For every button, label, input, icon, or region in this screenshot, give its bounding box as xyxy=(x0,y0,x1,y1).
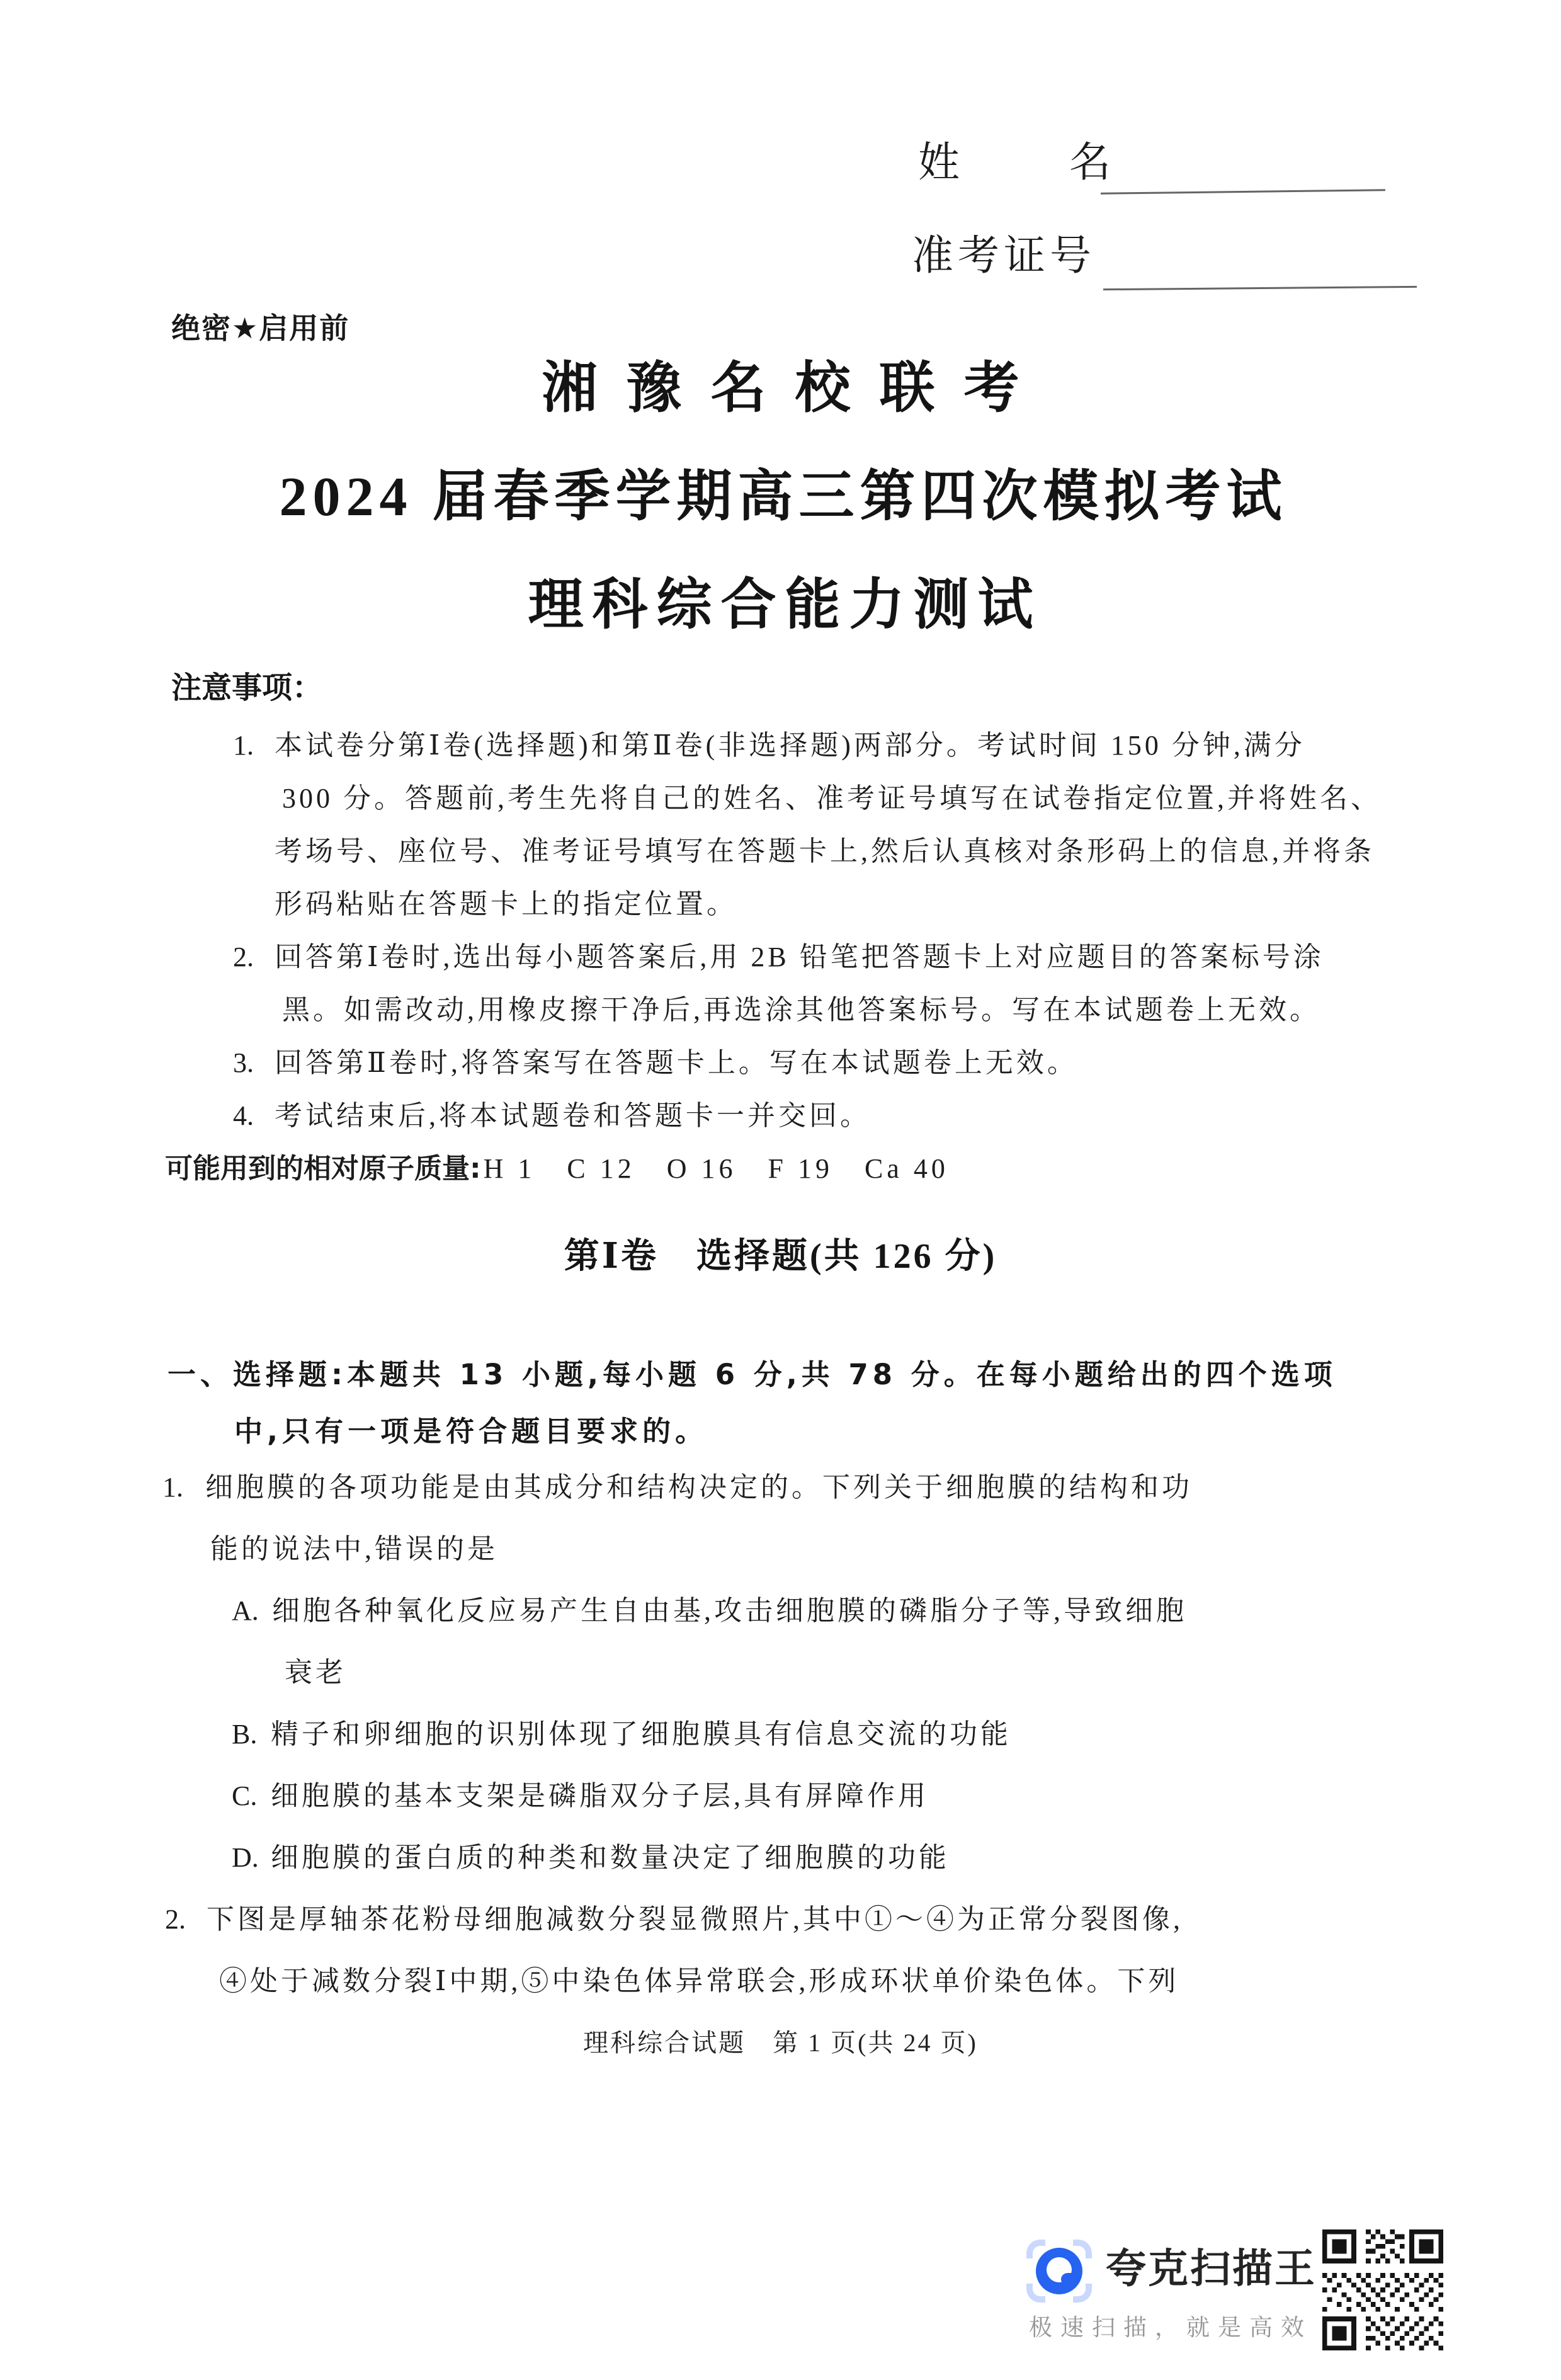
question-2-number: 2. xyxy=(165,1904,186,1935)
quark-blue-circle-icon xyxy=(1036,2248,1082,2294)
question-1-option-d-label: D. xyxy=(232,1842,259,1873)
exam-id-field-label: 准考证号 xyxy=(912,233,1096,279)
question-1-option-c-label: C. xyxy=(232,1780,258,1811)
scanner-app-tagline: 极速扫描，就是高效 xyxy=(1029,2314,1312,2341)
exam-session-title: 2024 届春季学期高三第四次模拟考试 xyxy=(279,467,1288,528)
question-1-option-b-label: B. xyxy=(232,1719,258,1750)
notice-item-2-line-1: 回答第Ⅰ卷时,选出每小题答案后,用 2B 铅笔把答题卡上对应题目的答案标号涂 xyxy=(275,942,1324,972)
notice-item-1-line-3: 考场号、座位号、准考证号填写在答题卡上,然后认真核对条形码上的信息,并将条 xyxy=(275,836,1375,867)
question-1-number: 1. xyxy=(162,1472,183,1503)
quark-blob-notch xyxy=(1061,2273,1075,2286)
notice-heading: 注意事项： xyxy=(171,670,323,705)
question-1-option-c-text: 细胞膜的基本支架是磷脂双分子层,具有屏障作用 xyxy=(271,1780,929,1811)
question-1-option-b-text: 精子和卵细胞的识别体现了细胞膜具有信息交流的功能 xyxy=(271,1719,1011,1750)
question-1-stem-line-2: 能的说法中,错误的是 xyxy=(210,1534,498,1564)
question-1-option-a-line-1: 细胞各种氧化反应易产生自由基,攻击细胞膜的磷脂分子等,导致细胞 xyxy=(272,1595,1187,1626)
exam-id-fill-line xyxy=(1103,286,1417,290)
security-classification: 绝密★启用前 xyxy=(171,311,350,345)
page-footer-label: 理科综合试题 第 1 页(共 24 页) xyxy=(583,2029,978,2057)
scanner-app-name: 夸克扫描王 xyxy=(1106,2246,1317,2292)
question-1-stem-line-1: 细胞膜的各项功能是由其成分和结构决定的。下列关于细胞膜的结构和功 xyxy=(205,1472,1193,1503)
notice-item-4-number: 4. xyxy=(233,1100,254,1131)
notice-item-2-line-2: 黑。如需改动,用橡皮擦干净后,再选涂其他答案标号。写在本试题卷上无效。 xyxy=(282,994,1320,1025)
notice-item-1-line-2: 300 分。答题前,考生先将自己的姓名、准考证号填写在试卷指定位置,并将姓名、 xyxy=(282,783,1382,814)
mcq-intro-line-1: 一、选择题:本题共 13 小题,每小题 6 分,共 78 分。在每小题给出的四个选项 xyxy=(167,1358,1337,1391)
atomic-mass-label: 可能用到的相对原子质量: xyxy=(165,1153,481,1185)
name-label-char-2: 名 xyxy=(1069,140,1111,186)
section-1-title: 第Ⅰ卷 选择题(共 126 分) xyxy=(564,1237,997,1276)
question-2-stem-line-1: 下图是厚轴茶花粉母细胞减数分裂显微照片,其中①～④为正常分裂图像, xyxy=(207,1904,1183,1935)
notice-item-2-number: 2. xyxy=(233,942,254,972)
question-1-option-a-label: A. xyxy=(232,1595,259,1626)
notice-item-1-line-1: 本试卷分第Ⅰ卷(选择题)和第Ⅱ卷(非选择题)两部分。考试时间 150 分钟,满分 xyxy=(275,730,1305,761)
notice-item-1-number: 1. xyxy=(233,730,254,761)
notice-item-4-line-1: 考试结束后,将本试题卷和答题卡一并交回。 xyxy=(275,1100,871,1131)
atomic-mass-values: H 1 C 12 O 16 F 19 Ca 40 xyxy=(483,1153,949,1184)
question-2-stem-line-2: ④处于减数分裂Ⅰ中期,⑤中染色体异常联会,形成环状单价染色体。下列 xyxy=(219,1966,1179,1996)
quark-scanner-logo-icon xyxy=(1026,2240,1092,2303)
exam-joint-title: 湘豫名校联考 xyxy=(542,358,1048,419)
question-1-option-d-text: 细胞膜的蛋白质的种类和数量决定了细胞膜的功能 xyxy=(271,1842,950,1873)
notice-item-3-line-1: 回答第Ⅱ卷时,将答案写在答题卡上。写在本试题卷上无效。 xyxy=(275,1047,1078,1078)
notice-item-3-number: 3. xyxy=(233,1047,254,1078)
mcq-intro-line-2: 中,只有一项是符合题目要求的。 xyxy=(234,1415,708,1448)
name-fill-line xyxy=(1101,189,1385,195)
name-field-label xyxy=(918,139,1111,188)
question-1-option-a-line-2: 衰老 xyxy=(285,1657,346,1688)
qr-code-icon xyxy=(1322,2229,1443,2350)
exam-subject-title: 理科综合能力测试 xyxy=(528,575,1042,636)
name-label-char-1: 姓 xyxy=(918,140,960,186)
atomic-mass-line xyxy=(165,1153,949,1185)
notice-item-1-line-4: 形码粘贴在答题卡上的指定位置。 xyxy=(275,889,737,920)
